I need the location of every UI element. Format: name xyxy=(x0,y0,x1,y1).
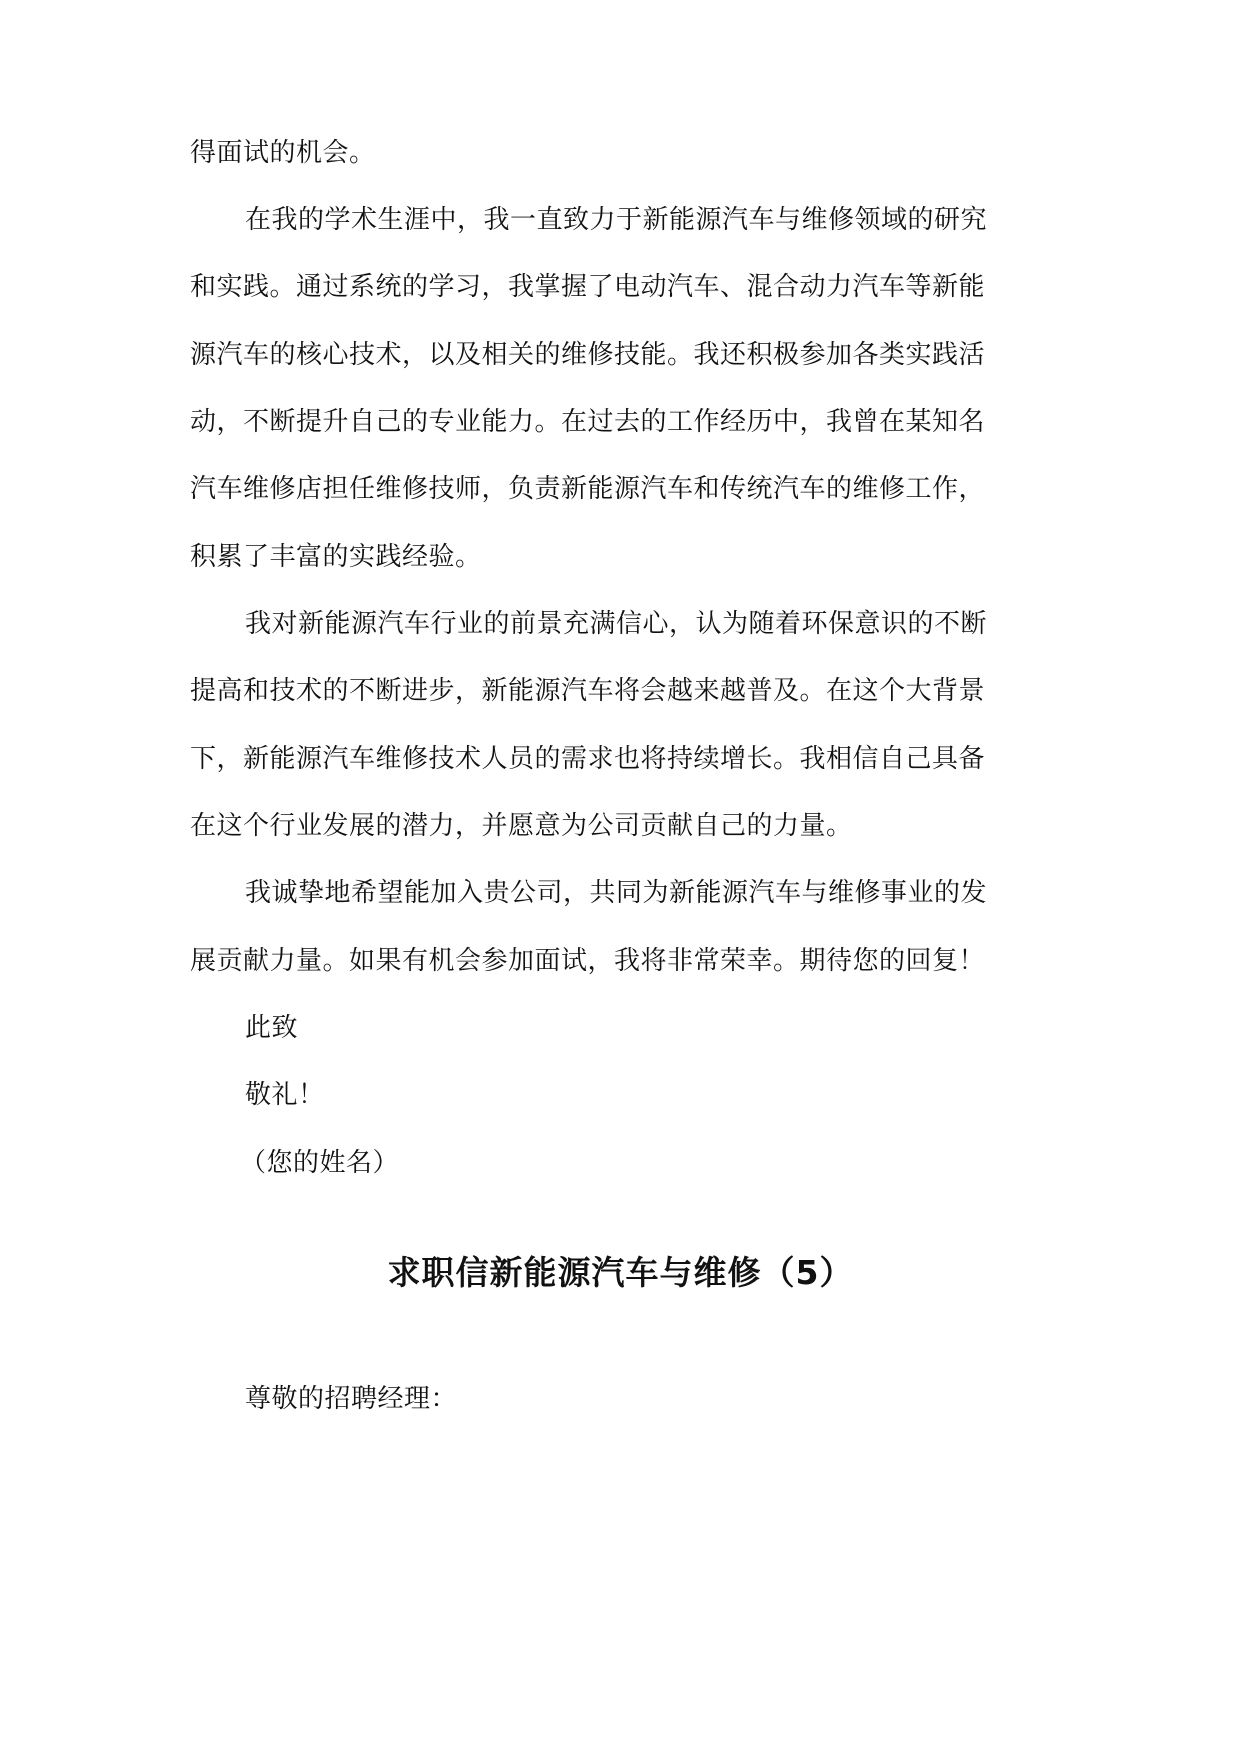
paragraph-line: 我对新能源汽车行业的前景充满信心，认为随着环保意识的不断 xyxy=(245,609,988,639)
paragraph-line: 提高和技术的不断进步，新能源汽车将会越来越普及。在这个大背景 xyxy=(190,676,986,706)
section-title: 求职信新能源汽车与维修（5） xyxy=(387,1253,854,1292)
paragraph-line: 得面试的机会。 xyxy=(190,138,376,168)
paragraph-line: 我诚挚地希望能加入贵公司，共同为新能源汽车与维修事业的发 xyxy=(245,878,988,908)
paragraph-line: 和实践。通过系统的学习，我掌握了电动汽车、混合动力汽车等新能 xyxy=(190,272,986,302)
paragraph-line: 下，新能源汽车维修技术人员的需求也将持续增长。我相信自己具备 xyxy=(190,744,986,774)
paragraph-line: 动，不断提升自己的专业能力。在过去的工作经历中，我曾在某知名 xyxy=(190,407,986,437)
paragraph-line: 汽车维修店担任维修技师，负责新能源汽车和传统汽车的维修工作， xyxy=(190,474,986,504)
paragraph-line: 积累了丰富的实践经验。 xyxy=(190,542,482,572)
paragraph-line: 源汽车的核心技术，以及相关的维修技能。我还积极参加各类实践活 xyxy=(190,340,986,370)
paragraph-line: 在这个行业发展的潜力，并愿意为公司贡献自己的力量。 xyxy=(190,811,853,841)
closing-salute: 此致 xyxy=(245,1013,299,1043)
paragraph-line: 在我的学术生涯中，我一直致力于新能源汽车与维修领域的研究 xyxy=(245,205,988,235)
letter-greeting: 尊敬的招聘经理： xyxy=(245,1384,458,1414)
closing-regards: 敬礼！ xyxy=(245,1080,325,1110)
paragraph-line: 展贡献力量。如果有机会参加面试，我将非常荣幸。期待您的回复！ xyxy=(190,946,986,976)
signature-placeholder: （您的姓名） xyxy=(240,1148,400,1178)
